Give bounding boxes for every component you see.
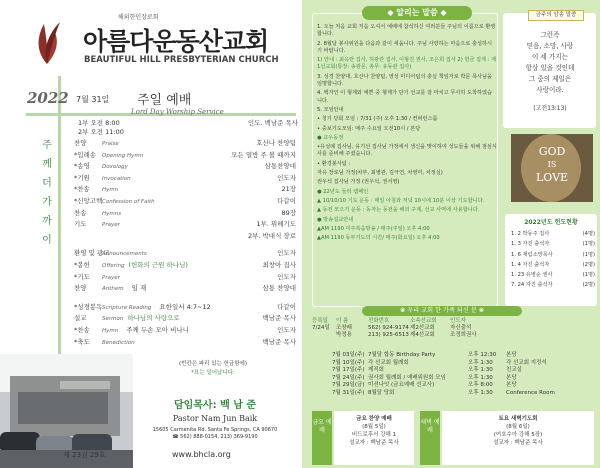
news-item: • 청기 당회 모임 : 7/31 (주) 오후 1:30 / 컨퍼런스룸: [317, 116, 438, 123]
stats-name: 1. 3 자진 출석자: [511, 241, 550, 248]
order-item-name: 찬양: [74, 139, 87, 147]
order-item-detail: [102, 302, 277, 314]
order-item-detail: [102, 208, 281, 220]
schedule-cell: 오후 1:30: [468, 374, 493, 381]
members-cell: [312, 332, 336, 339]
service-title-en: Lord Day Worship Service: [131, 108, 224, 116]
denomination-label: 해외한인장로회: [118, 14, 159, 21]
verse-line: 항상 있을 것인데: [525, 64, 575, 72]
order-item-detail: [102, 161, 265, 173]
order-item-en: Prayer: [102, 222, 120, 229]
order-item-detail: [102, 337, 263, 349]
order-item-detail: [102, 138, 256, 150]
god-is-love-image: GOD IS LOVE: [511, 134, 593, 202]
monthly-schedule: [332, 352, 594, 398]
year-label: 2022: [27, 89, 69, 107]
order-item-name: *찬송: [74, 185, 90, 194]
verse-line: 이 세 가지는: [531, 53, 569, 61]
stats-row: [511, 239, 595, 249]
order-row: [74, 231, 296, 242]
members-cell: 7/24일: [312, 325, 330, 331]
dawn-service-box: 토요 새벽기도회 (8월 6일) (여호수아 강해 5장) 설교자 : 백남준 목사: [442, 411, 594, 465]
order-item-name: *기원: [74, 173, 90, 182]
order-item-detail: [102, 150, 231, 162]
verse-line: 믿음, 소망, 사랑: [526, 42, 574, 50]
stats-count: (2명): [582, 282, 595, 289]
order-item-en: Prayer: [102, 274, 120, 281]
news-item: ▲AM 1190 미주복음방송 / 매주(주일) 오후 4:00: [317, 225, 430, 232]
stats-row: [511, 260, 595, 270]
order-item-en: Confession of Faith: [102, 198, 155, 205]
announcements-panel: [302, 0, 600, 468]
order-item-name: 찬양: [74, 284, 87, 293]
service-time-row: 1부 오전 8:00 인도. 백남준 목사: [78, 119, 298, 127]
order-item-detail: [102, 173, 277, 185]
order-item-leader: 백남준 목사: [262, 314, 296, 323]
order-item-name: *성경봉독: [74, 302, 103, 311]
order-item-en: Benediction: [102, 339, 135, 346]
order-item-name: *기도: [74, 272, 90, 281]
order-of-worship: [74, 138, 296, 348]
friday-label: 금요 예배: [312, 411, 332, 465]
order-item-leader: 인도자: [277, 272, 296, 281]
schedule-cell: 오후 12:30: [468, 352, 497, 358]
vertical-char: 께: [42, 159, 52, 170]
schedule-cell: 7월 03일(주): [332, 352, 365, 358]
order-row: [74, 283, 296, 295]
members-cell: 제2선교회: [410, 325, 435, 331]
order-row: [74, 208, 296, 220]
schedule-cell: Conference Room: [506, 389, 555, 396]
stats-name: 1. 6 재림소망목사: [511, 251, 553, 258]
order-item-name: 환영 및 광고: [74, 249, 110, 258]
dawn-label: 새벽 예배: [420, 411, 440, 465]
verse-line: 사랑이라.: [536, 86, 564, 94]
order-item-leader: 인도자: [277, 325, 296, 334]
stats-name: 1. 2 박동주 집사: [511, 231, 550, 237]
memory-verse: [506, 30, 594, 96]
order-note: 임 재: [131, 284, 147, 293]
order-item-en: Doxology: [102, 164, 128, 171]
order-note: 하나님의 사랑으로: [127, 314, 180, 323]
schedule-cell: 각 선교회 월례회: [368, 359, 409, 366]
members-cell: 213) 925-6513: [368, 332, 409, 338]
stats-count: (1명): [582, 251, 595, 258]
stats-count: (2명): [582, 261, 595, 268]
church-name: 아름다운동산교회: [83, 27, 269, 56]
order-row: [74, 337, 296, 349]
pastor-title: 담임목사: 백 남 준: [173, 400, 257, 411]
schedule-cell: 본당: [506, 352, 517, 358]
verse-line: 그 중의 제일은: [528, 75, 572, 83]
schedule-cell: 오후 1:30: [468, 389, 493, 396]
members-cell: 조창래: [336, 325, 352, 331]
order-item-name: *입례송: [74, 150, 97, 159]
schedule-cell: 친교실: [506, 367, 522, 374]
order-note: 주께 두손 모아 비나니: [126, 325, 189, 334]
members-row: [312, 325, 492, 332]
new-members-title: ❀ 우리 교회 한 가족 되신 분 ❀: [362, 306, 522, 316]
members-header-row: [312, 318, 492, 325]
website-link[interactable]: www.bhcla.org: [172, 450, 231, 459]
church-name-en: BEAUTIFUL HILL PRESBYTERIAN CHURCH: [84, 55, 279, 65]
schedule-cell: 7월 31일(주): [332, 389, 365, 396]
vertical-char: 더: [42, 178, 52, 189]
order-row: [74, 184, 296, 196]
news-item: 1. 오늘 처음 교회 처음 오셔서 예배에 참석하신 여러분들 주님의 이름으로 환영합니다.: [317, 24, 496, 38]
stats-name: 1. 23 유병순 권사: [511, 272, 553, 279]
schedule-row: [332, 390, 594, 398]
order-item-name: 설교: [74, 314, 87, 323]
stats-row: [511, 270, 595, 280]
order-item-leader: 최창아 집사: [262, 260, 296, 269]
order-item-name: 찬송: [74, 208, 87, 217]
order-row: [74, 219, 296, 231]
order-item-detail: [102, 248, 277, 260]
order-item-leader: 인도자: [277, 173, 296, 182]
members-header: 전화번호: [368, 318, 390, 324]
order-item-detail: [102, 272, 277, 284]
order-item-en: Praise: [102, 141, 119, 147]
order-item-name: 기도: [74, 220, 87, 229]
members-header: 등록일: [312, 318, 328, 324]
order-item-en: Scripture Reading: [102, 304, 152, 311]
order-item-leader: 인도자: [277, 249, 296, 258]
order-item-name: *찬송: [74, 325, 90, 334]
schedule-row: [332, 352, 594, 360]
news-item: ▲AM 1190 동부기도의 시간/ 매주(화요일) 오후 4:00: [317, 235, 440, 242]
offering-note: (빈칸은 파리 있는 헌금함에) *표는 일어납니다.: [179, 361, 247, 376]
order-row: [74, 313, 296, 325]
stats-row: [511, 280, 595, 290]
order-note: (헌화의 근원 하나님): [128, 260, 188, 269]
news-item: 4. 백자인 이 형제와 예쁜 중 형제가 단기 선교를 잘 마치고 무사히 도착하였습니다.: [317, 90, 493, 104]
order-item-leader: 백남준 목사: [262, 337, 296, 346]
new-members-table: [312, 318, 492, 339]
order-item-leader: 호산나 찬양팀: [256, 139, 296, 147]
order-item-detail: [102, 313, 263, 325]
order-item-leader: 삼통 찬양대: [262, 284, 296, 293]
news-item: 2. 8월달 봉사위원을 다음과 같이 세웁니다. 주님 사랑하는 마음으로 충성하시기 바랍니다.: [317, 40, 493, 54]
members-cell: 조정희권사: [450, 332, 477, 338]
news-item: 1) 안내 : 최옥란 집사, 허광란 집사, 이형진 권사, 조은희 집사 2) 헌금 집계 : 제1선교회(통장: 송광문, 총무: 유동관 집사): [317, 57, 497, 71]
order-row: [74, 150, 296, 162]
order-item-leader: 21장: [281, 185, 296, 194]
news-item: 권우석 집사님 가정 (권우석, 권서영): [317, 179, 400, 186]
news-item: ● 22년도 둘러 캠페인: [317, 188, 369, 195]
news-item: ▲ 동전 모으기 운동 : 동자는 동전을 해외 구제, 선교 사역에 사용합니다.: [317, 207, 480, 214]
schedule-cell: 본당: [506, 382, 517, 389]
order-item-en: Hymn: [102, 327, 119, 334]
pastor-name-en: Pastor Nam Jun Baik: [172, 414, 258, 423]
stats-list: [511, 229, 595, 291]
vertical-char: 이: [42, 235, 52, 246]
order-item-en: Sermon: [102, 316, 124, 323]
news-item: ▲ 10/10/10 기도 운동 : 매일 아침과 저녁 10시에 10분 이상 기도합니다.: [317, 197, 485, 204]
order-item-name: *축도: [74, 337, 90, 346]
order-item-en: Hymn: [102, 187, 119, 194]
order-row: [74, 248, 296, 260]
order-item-leader: 모든 열방 주 볼 때까지: [231, 150, 296, 159]
members-header: 소속선교회: [410, 318, 437, 324]
order-row: [74, 196, 296, 208]
church-phone: ☎ 562) 888-0154, 213) 369-9190: [172, 434, 258, 440]
service-date: 7월 31일: [76, 95, 110, 104]
stats-count: (4명): [582, 231, 595, 237]
attendance-stats: [505, 214, 597, 306]
vertical-char: 주: [42, 140, 52, 151]
order-item-detail: [102, 325, 277, 337]
stats-name: 1. 4 자진 출석자: [511, 261, 550, 268]
schedule-cell: 각 선교회 지정석: [506, 359, 547, 366]
order-item-detail: [102, 231, 248, 242]
schedule-cell: 오후 1:30: [468, 359, 493, 366]
verse-line: 그런즉: [540, 31, 560, 39]
order-item-name: [74, 231, 102, 242]
order-row: [74, 138, 296, 150]
order-item-leader: 89장: [281, 208, 296, 217]
order-item-detail: [102, 283, 263, 295]
service-time-row: 2부 오전 11:00: [78, 128, 124, 136]
leaf-logo-icon: [32, 18, 62, 66]
order-item-name: *신앙고백: [74, 196, 103, 205]
news-item: • 환경봉사팀 :: [317, 160, 351, 167]
pastor-info: [134, 396, 296, 440]
members-row: [312, 332, 492, 339]
members-cell: 제4선교회: [410, 332, 435, 338]
order-item-leader: 삼통찬양대: [264, 162, 296, 171]
service-times: [78, 119, 298, 137]
stats-row: [511, 250, 595, 260]
order-row: [74, 173, 296, 185]
schedule-cell: 오후 1:30: [468, 367, 493, 374]
members-header: 이 름: [336, 318, 349, 324]
order-item-leader: 다같이: [277, 302, 296, 311]
news-item: • 중보기도모임: 매주 수요일 오전10시 / 본당: [317, 125, 421, 132]
news-item: 자유 장로님 가정(차부, 최병관, 김극연, 차영미, 차정실): [317, 170, 443, 177]
schedule-row: [332, 367, 594, 375]
news-item: 5. 모임안내: [317, 106, 344, 113]
news-header: ◆ 알리는 말씀 ◆: [362, 6, 472, 20]
order-item-en: Announcements: [102, 251, 147, 258]
schedule-cell: 7월 24일(주): [332, 374, 365, 381]
schedule-cell: 미션나잇 (금요예배 선교사): [368, 382, 435, 389]
order-row: [74, 325, 296, 337]
vertical-char: 가: [42, 197, 52, 208]
memory-verse-title: 금주의 암송 말씀: [528, 10, 584, 21]
stats-title: 2022년도 헌도현황: [524, 219, 578, 226]
schedule-cell: 7월 10일(주): [332, 359, 365, 366]
order-item-en: Opening Hymn: [102, 152, 144, 159]
order-item-detail: [102, 184, 281, 196]
schedule-row: [332, 382, 594, 390]
schedule-cell: 7월 17일(주): [332, 367, 365, 374]
order-item-leader: 1부. 뮈헤기도: [256, 220, 296, 229]
order-row: [74, 272, 296, 284]
order-item-en: Invocation: [102, 175, 131, 182]
members-cell: 562) 924-9174: [368, 325, 409, 331]
schedule-cell: 제직회: [368, 367, 384, 374]
stats-count: (1명): [582, 241, 595, 248]
order-item-en: Offering: [102, 262, 125, 269]
stats-row: [511, 229, 595, 239]
service-title: 주일 예배: [137, 93, 192, 108]
news-item: ● 방송설교안내: [317, 216, 354, 223]
order-row: [74, 302, 296, 314]
schedule-cell: 오후 8:00: [468, 382, 493, 389]
gap: [74, 241, 296, 248]
order-item-en: Anthem: [102, 286, 124, 293]
order-item-name: *봉헌: [74, 260, 90, 269]
stats-count: (1명): [582, 272, 595, 279]
schedule-cell: 권사회 월례회 / 예배위원회 모임: [368, 374, 446, 381]
news-list: [317, 24, 497, 244]
order-item-name: *송영: [74, 162, 90, 171]
bulletin-cover: [0, 0, 297, 468]
schedule-cell: 7월달 합동 Birthday Party: [368, 352, 436, 358]
members-cell: 박정용: [336, 332, 352, 338]
schedule-cell: 본당: [506, 374, 517, 381]
stats-name: 7. 24 자진 출석자: [511, 282, 553, 289]
order-row: [74, 260, 296, 272]
order-item-leader: 다같이: [277, 196, 296, 205]
order-note: 요한일서 4:7~12: [159, 302, 211, 311]
order-item-detail: [102, 219, 256, 231]
church-address: 15605 Carmenita Rd. Santa Fe Springs, CA 90670: [152, 427, 278, 433]
members-cell: 자신출석: [450, 325, 472, 331]
friday-service-box: 금요 찬양 예배 (8월 5일) 비드로후서 강해 1 설교자 : 백남준 목사: [334, 411, 414, 465]
issue-number: 제 23권 29호: [63, 451, 106, 459]
gap: [74, 295, 296, 302]
order-row: [74, 161, 296, 173]
members-header: 인도자: [450, 318, 466, 324]
news-item: 3. 성경 찬양대, 호산나 찬양팀, 영성 미디어팀의 충실 책임자로 박문 목사님을 임명합니다.: [317, 73, 493, 88]
order-item-detail: [102, 196, 277, 208]
order-item-detail: [102, 260, 263, 272]
order-item-leader: 2부. 박대식 장로: [247, 231, 296, 240]
order-item-en: Hymns: [102, 210, 122, 217]
news-item: ● 교우동정: [317, 134, 344, 141]
verse-reference: (고전13:13): [533, 105, 567, 112]
schedule-cell: 8월달 당회: [368, 389, 395, 396]
vertical-theme-text: [40, 136, 54, 250]
schedule-cell: 7월 29일(금): [332, 382, 365, 389]
news-item: •유성례 집사님, 유기선 집사님 가정에서 생신을 맞이하여 성도들을 위해 점심식사를 준비해 주셨습니다.: [317, 144, 497, 158]
vertical-char: 까: [42, 216, 52, 227]
